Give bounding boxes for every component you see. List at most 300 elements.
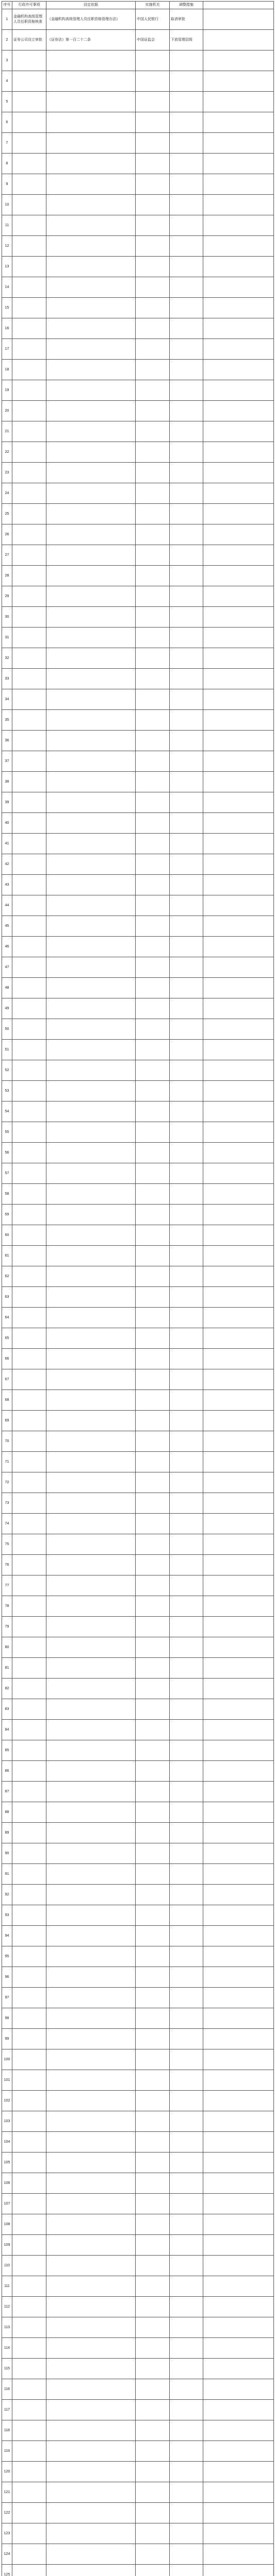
row-measure	[170, 298, 203, 318]
row-number: 57	[2, 1163, 12, 1184]
row-org	[136, 298, 170, 318]
row-basis	[46, 751, 136, 772]
row-basis	[46, 1081, 136, 1101]
table-row	[2, 1431, 274, 1452]
row-number: 2	[2, 30, 12, 50]
row-number: 13	[2, 257, 12, 277]
table-row	[2, 30, 274, 50]
row-org	[136, 2256, 170, 2276]
row-note	[203, 2565, 274, 2576]
row-number: 94	[2, 1926, 12, 1946]
table-row	[2, 92, 274, 112]
row-item	[12, 1637, 46, 1658]
row-basis	[46, 731, 136, 751]
row-number: 7	[2, 133, 12, 154]
row-basis	[46, 1864, 136, 1885]
row-note	[203, 1575, 274, 1596]
row-item	[12, 1885, 46, 1905]
row-basis	[46, 463, 136, 483]
row-org	[136, 2482, 170, 2503]
row-number: 19	[2, 380, 12, 401]
row-org	[136, 1019, 170, 1040]
row-item	[12, 1988, 46, 2008]
table-row	[2, 1369, 274, 1390]
row-measure	[170, 586, 203, 607]
row-measure	[170, 1617, 203, 1637]
row-item: 证券公司设立审批	[12, 30, 46, 50]
row-org	[136, 1905, 170, 1926]
row-org	[136, 504, 170, 524]
row-org	[136, 483, 170, 504]
row-note	[203, 421, 274, 442]
row-number: 42	[2, 854, 12, 875]
table-row	[2, 957, 274, 978]
row-item	[12, 1534, 46, 1555]
row-item	[12, 1761, 46, 1782]
row-note	[203, 1782, 274, 1802]
row-org	[136, 1246, 170, 1266]
row-org	[136, 1369, 170, 1390]
row-basis	[46, 1411, 136, 1431]
table-row	[2, 2400, 274, 2420]
row-measure	[170, 154, 203, 174]
table-row	[2, 1266, 274, 1287]
row-basis	[46, 1246, 136, 1266]
row-org	[136, 195, 170, 215]
row-basis	[46, 1885, 136, 1905]
row-measure	[170, 1885, 203, 1905]
row-number: 97	[2, 1988, 12, 2008]
row-org	[136, 1679, 170, 1699]
row-number: 22	[2, 442, 12, 463]
row-measure	[170, 50, 203, 71]
row-note	[203, 957, 274, 978]
row-org	[136, 2565, 170, 2576]
table-row	[2, 2462, 274, 2482]
row-note	[203, 1019, 274, 1040]
table-row	[2, 1452, 274, 1472]
table-row	[2, 1411, 274, 1431]
row-note	[203, 1225, 274, 1246]
row-org	[136, 566, 170, 586]
row-measure	[170, 1637, 203, 1658]
row-org	[136, 648, 170, 669]
row-note	[203, 9, 274, 30]
row-org	[136, 2091, 170, 2111]
row-basis	[46, 1369, 136, 1390]
row-note	[203, 257, 274, 277]
row-org	[136, 154, 170, 174]
row-number: 59	[2, 1205, 12, 1225]
row-note	[203, 1369, 274, 1390]
row-measure	[170, 689, 203, 710]
row-org	[136, 2441, 170, 2462]
row-item	[12, 2276, 46, 2297]
row-number: 125	[2, 2565, 12, 2576]
table-row	[2, 834, 274, 854]
row-note	[203, 545, 274, 566]
table-row	[2, 174, 274, 195]
row-number: 32	[2, 648, 12, 669]
row-note	[203, 1246, 274, 1266]
row-number: 80	[2, 1637, 12, 1658]
row-number: 23	[2, 463, 12, 483]
row-org	[136, 1555, 170, 1575]
row-measure	[170, 277, 203, 298]
row-measure	[170, 463, 203, 483]
row-note	[203, 2214, 274, 2235]
table-row	[2, 2111, 274, 2132]
table-row	[2, 2544, 274, 2565]
row-org	[136, 1967, 170, 1988]
row-measure	[170, 380, 203, 401]
row-org	[136, 2194, 170, 2214]
row-note	[203, 2256, 274, 2276]
row-number: 87	[2, 1782, 12, 1802]
row-measure	[170, 1184, 203, 1205]
row-measure	[170, 1081, 203, 1101]
row-item	[12, 1905, 46, 1926]
row-note	[203, 2235, 274, 2256]
row-note	[203, 1472, 274, 1493]
row-measure	[170, 2256, 203, 2276]
row-note	[203, 30, 274, 50]
row-measure	[170, 751, 203, 772]
row-org	[136, 2276, 170, 2297]
row-measure	[170, 545, 203, 566]
row-item	[12, 2235, 46, 2256]
row-note	[203, 1081, 274, 1101]
table-row	[2, 9, 274, 30]
row-org	[136, 916, 170, 937]
row-note	[203, 2070, 274, 2091]
row-measure	[170, 998, 203, 1019]
table-row	[2, 1761, 274, 1782]
row-basis	[46, 545, 136, 566]
row-item	[12, 2297, 46, 2317]
table-row	[2, 628, 274, 648]
row-note	[203, 978, 274, 998]
row-basis	[46, 916, 136, 937]
row-org	[136, 2049, 170, 2070]
row-note	[203, 133, 274, 154]
row-measure	[170, 2503, 203, 2523]
row-note	[203, 1308, 274, 1328]
row-org	[136, 1040, 170, 1060]
row-item	[12, 2462, 46, 2482]
table-header-row	[2, 2, 274, 9]
table-row	[2, 1122, 274, 1143]
row-basis	[46, 875, 136, 895]
row-basis	[46, 1225, 136, 1246]
row-item	[12, 1349, 46, 1369]
row-note	[203, 1163, 274, 1184]
row-number: 46	[2, 937, 12, 957]
row-org	[136, 1143, 170, 1163]
row-note	[203, 2049, 274, 2070]
row-basis	[46, 937, 136, 957]
table-row	[2, 813, 274, 834]
table-row	[2, 1184, 274, 1205]
row-item	[12, 277, 46, 298]
row-item	[12, 112, 46, 133]
row-measure	[170, 2400, 203, 2420]
row-number: 116	[2, 2379, 12, 2400]
row-basis	[46, 1452, 136, 1472]
row-note	[203, 648, 274, 669]
row-org	[136, 360, 170, 380]
table-row	[2, 792, 274, 813]
row-basis	[46, 2482, 136, 2503]
row-measure	[170, 2441, 203, 2462]
row-org	[136, 339, 170, 360]
row-basis	[46, 1617, 136, 1637]
row-note	[203, 442, 274, 463]
row-item	[12, 2194, 46, 2214]
row-note	[203, 895, 274, 916]
row-number: 36	[2, 731, 12, 751]
row-measure	[170, 854, 203, 875]
row-number: 91	[2, 1864, 12, 1885]
table-row	[2, 442, 274, 463]
row-org	[136, 2379, 170, 2400]
row-measure	[170, 628, 203, 648]
row-item	[12, 628, 46, 648]
row-note	[203, 607, 274, 628]
row-basis	[46, 2544, 136, 2565]
row-item	[12, 504, 46, 524]
row-measure	[170, 1699, 203, 1720]
row-number: 96	[2, 1967, 12, 1988]
row-basis	[46, 1328, 136, 1349]
row-note	[203, 339, 274, 360]
row-note	[203, 50, 274, 71]
row-measure	[170, 1988, 203, 2008]
row-basis	[46, 195, 136, 215]
row-note	[203, 1205, 274, 1225]
row-basis	[46, 2359, 136, 2379]
row-number: 11	[2, 215, 12, 236]
row-measure	[170, 937, 203, 957]
table-row	[2, 2194, 274, 2214]
row-item	[12, 2153, 46, 2173]
row-measure	[170, 2276, 203, 2297]
table-row	[2, 2338, 274, 2359]
row-number: 16	[2, 318, 12, 339]
row-measure	[170, 1328, 203, 1349]
row-measure	[170, 1802, 203, 1823]
row-basis	[46, 1349, 136, 1369]
row-number: 121	[2, 2482, 12, 2503]
row-measure	[170, 2153, 203, 2173]
row-number: 92	[2, 1885, 12, 1905]
row-org	[136, 813, 170, 834]
row-basis	[46, 1040, 136, 1060]
table-row	[2, 2565, 274, 2576]
row-note	[203, 710, 274, 731]
row-org	[136, 2317, 170, 2338]
row-measure	[170, 2482, 203, 2503]
row-org	[136, 112, 170, 133]
row-note	[203, 772, 274, 792]
row-item	[12, 298, 46, 318]
row-measure	[170, 2194, 203, 2214]
row-org	[136, 2132, 170, 2153]
table-row	[2, 2482, 274, 2503]
row-number: 56	[2, 1143, 12, 1163]
row-basis	[46, 669, 136, 689]
row-note	[203, 1885, 274, 1905]
row-item	[12, 2317, 46, 2338]
row-number: 75	[2, 1534, 12, 1555]
row-org	[136, 1802, 170, 1823]
row-number: 24	[2, 483, 12, 504]
row-org	[136, 1328, 170, 1349]
row-number: 82	[2, 1679, 12, 1699]
row-item	[12, 854, 46, 875]
row-note	[203, 380, 274, 401]
table-row	[2, 875, 274, 895]
row-measure	[170, 257, 203, 277]
row-item	[12, 1843, 46, 1864]
row-number: 18	[2, 360, 12, 380]
row-org	[136, 463, 170, 483]
row-org	[136, 792, 170, 813]
row-measure	[170, 772, 203, 792]
table-row	[2, 916, 274, 937]
row-number: 43	[2, 875, 12, 895]
table-row	[2, 1287, 274, 1308]
row-measure	[170, 2297, 203, 2317]
row-item	[12, 1575, 46, 1596]
row-number: 74	[2, 1514, 12, 1534]
row-basis	[46, 524, 136, 545]
row-basis	[46, 421, 136, 442]
row-number: 64	[2, 1308, 12, 1328]
row-basis	[46, 2194, 136, 2214]
row-measure	[170, 1205, 203, 1225]
row-number: 27	[2, 545, 12, 566]
row-org	[136, 1514, 170, 1534]
row-item	[12, 607, 46, 628]
table-row	[2, 1905, 274, 1926]
row-number: 58	[2, 1184, 12, 1205]
table-row	[2, 1534, 274, 1555]
row-basis	[46, 1823, 136, 1843]
row-number: 112	[2, 2297, 12, 2317]
table-row	[2, 195, 274, 215]
row-note	[203, 71, 274, 92]
row-number: 51	[2, 1040, 12, 1060]
row-item	[12, 1431, 46, 1452]
row-measure	[170, 1101, 203, 1122]
row-item	[12, 1864, 46, 1885]
row-note	[203, 937, 274, 957]
row-item	[12, 1122, 46, 1143]
table-row	[2, 277, 274, 298]
row-org	[136, 751, 170, 772]
row-item	[12, 834, 46, 854]
row-org	[136, 731, 170, 751]
row-number: 93	[2, 1905, 12, 1926]
row-number: 60	[2, 1225, 12, 1246]
row-measure	[170, 2029, 203, 2049]
row-measure	[170, 112, 203, 133]
row-number: 77	[2, 1575, 12, 1596]
table-row	[2, 1740, 274, 1761]
row-number: 110	[2, 2256, 12, 2276]
row-number: 90	[2, 1843, 12, 1864]
row-number: 12	[2, 236, 12, 257]
row-number: 83	[2, 1699, 12, 1720]
row-note	[203, 1843, 274, 1864]
row-number: 98	[2, 2008, 12, 2029]
row-item	[12, 1699, 46, 1720]
row-org	[136, 174, 170, 195]
table-row	[2, 1802, 274, 1823]
row-basis	[46, 2441, 136, 2462]
row-measure	[170, 442, 203, 463]
row-measure	[170, 2070, 203, 2091]
row-basis	[46, 401, 136, 421]
row-measure	[170, 1679, 203, 1699]
table-row	[2, 545, 274, 566]
row-measure	[170, 978, 203, 998]
row-basis	[46, 174, 136, 195]
row-note	[203, 318, 274, 339]
row-number: 106	[2, 2173, 12, 2194]
row-measure	[170, 1040, 203, 1060]
row-item	[12, 236, 46, 257]
row-item	[12, 1101, 46, 1122]
row-number: 28	[2, 566, 12, 586]
row-number: 86	[2, 1761, 12, 1782]
row-number: 89	[2, 1823, 12, 1843]
row-item	[12, 957, 46, 978]
row-item	[12, 154, 46, 174]
row-org	[136, 1452, 170, 1472]
table-row	[2, 1843, 274, 1864]
row-basis	[46, 2523, 136, 2544]
row-number: 49	[2, 998, 12, 1019]
table-row	[2, 1823, 274, 1843]
row-number: 41	[2, 834, 12, 854]
row-note	[203, 834, 274, 854]
row-item	[12, 2132, 46, 2153]
row-org	[136, 1225, 170, 1246]
table-row	[2, 236, 274, 257]
table-row	[2, 360, 274, 380]
row-measure	[170, 1143, 203, 1163]
table-row	[2, 1596, 274, 1617]
row-basis	[46, 2008, 136, 2029]
row-number: 4	[2, 71, 12, 92]
row-basis	[46, 2565, 136, 2576]
row-measure	[170, 1555, 203, 1575]
row-number: 120	[2, 2462, 12, 2482]
row-basis	[46, 1472, 136, 1493]
row-basis	[46, 2503, 136, 2523]
row-measure	[170, 483, 203, 504]
row-org: 中国证监会	[136, 30, 170, 50]
row-org	[136, 1699, 170, 1720]
row-org	[136, 1885, 170, 1905]
row-note	[203, 298, 274, 318]
row-measure	[170, 1390, 203, 1411]
row-org	[136, 607, 170, 628]
row-org	[136, 421, 170, 442]
row-org	[136, 1988, 170, 2008]
